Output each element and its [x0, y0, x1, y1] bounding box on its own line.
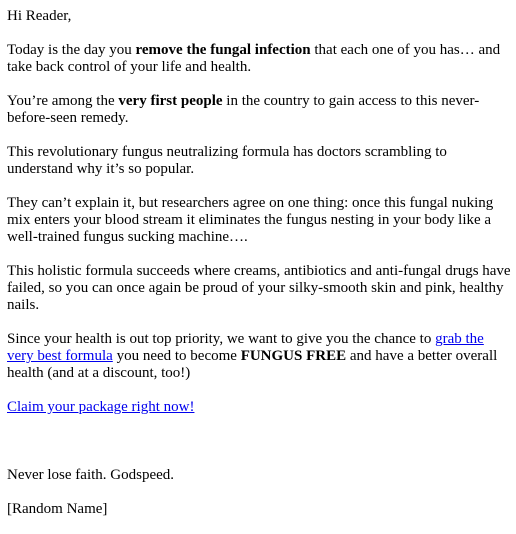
exclusive-paragraph	[7, 93, 512, 127]
doctors-paragraph: This revolutionary fungus neutralizing formula has doctors scrambling to understand why it’s so popular.	[7, 144, 447, 177]
exclusive-text-end: in the country to gain access to this never-before-seen remedy.	[7, 93, 480, 126]
intro-text-end: that each one of you has… and take back control of your life and health.	[7, 42, 501, 75]
offer-paragraph	[7, 331, 512, 382]
exclusive-bold-text: very first people	[118, 93, 223, 109]
offer-text-start: Since your health is out top priority, we want to give you the chance to	[7, 331, 436, 347]
researchers-paragraph: They can’t explain it, but researchers agree on one thing: once this fungal nuking mix enters your blood stream it eliminates the fungus nesting in your body like a well-trained fungus sucking machine….	[7, 195, 494, 245]
offer-text-end: and have a better overall health (and at a discount, too!)	[7, 348, 498, 381]
cta-paragraph	[7, 399, 512, 416]
spacer	[7, 433, 512, 467]
claim-package-link[interactable]: Claim your package right now!	[7, 399, 195, 415]
signature: [Random Name]	[7, 501, 108, 517]
offer-text-mid: you need to become	[112, 348, 241, 364]
signoff: Never lose faith. Godspeed.	[7, 467, 175, 483]
intro-paragraph	[7, 42, 512, 76]
holistic-paragraph: This holistic formula succeeds where creams, antibiotics and anti-fungal drugs have failed, so you can once again be proud of your silky-smooth skin and pink, healthy nails.	[7, 263, 511, 313]
greeting: Hi Reader,	[7, 8, 72, 24]
exclusive-text-start: You’re among the	[7, 93, 119, 109]
fungus-free-bold-text: FUNGUS FREE	[240, 348, 347, 364]
intro-bold-text: remove the fungal infection	[135, 42, 311, 58]
grab-formula-link[interactable]: grab the very best formula	[7, 331, 484, 364]
intro-text-start: Today is the day you	[7, 42, 136, 58]
